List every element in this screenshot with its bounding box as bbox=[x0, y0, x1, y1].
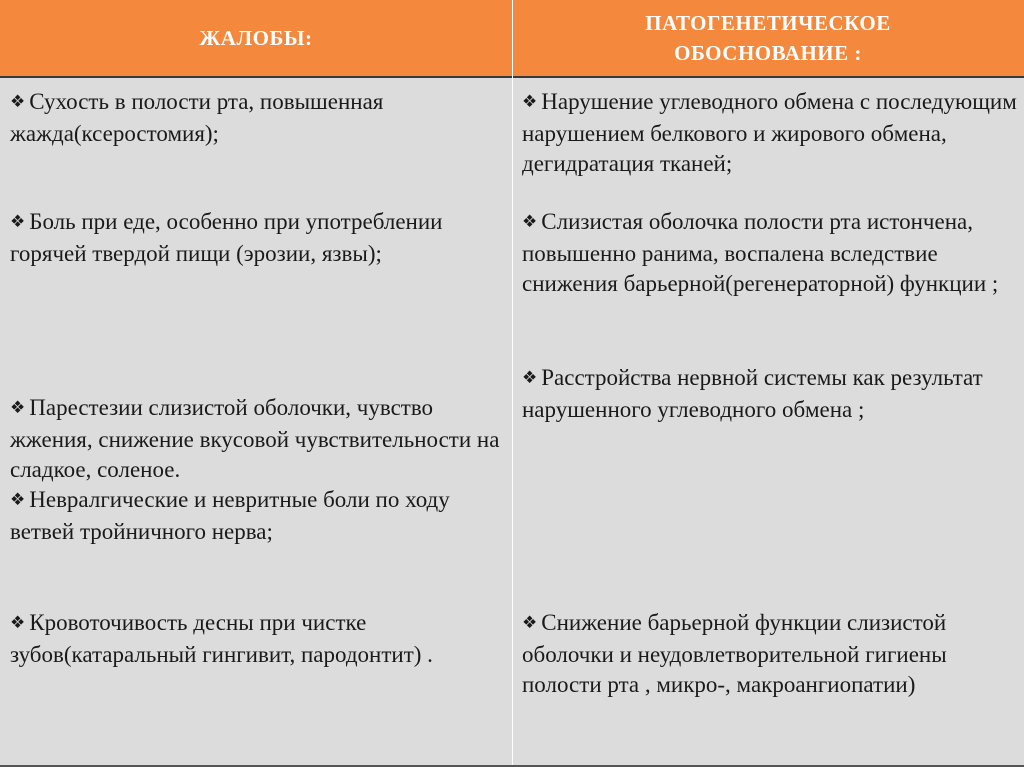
justification-item: ❖ Снижение барьерной функции слизистой оболочки и неудовлетворительной гигиены полости рта , микро-, макроангиопатии) bbox=[522, 610, 947, 697]
diamond-bullet-icon: ❖ bbox=[522, 92, 538, 111]
diamond-bullet-icon: ❖ bbox=[10, 92, 26, 111]
column-divider bbox=[512, 0, 513, 767]
justification-title-line2: ОБОСНОВАНИЕ : bbox=[674, 41, 862, 65]
complaints-column-title bbox=[0, 0, 512, 76]
justification-title-line1: ПАТОГЕНЕТИЧЕСКОЕ bbox=[645, 11, 891, 35]
justification-item: ❖ Слизистая оболочка полости рта истончена, повышенно ранима, воспалена вследствие снижения барьерной(регенераторной) функции ; bbox=[522, 209, 999, 296]
complaint-item: ❖ Кровоточивость десны при чистке зубов(катаральный гингивит, пародонтит) . bbox=[10, 610, 433, 667]
diamond-bullet-icon: ❖ bbox=[522, 212, 538, 231]
diamond-bullet-icon: ❖ bbox=[10, 398, 26, 417]
justification-item: ❖ Расстройства нервной системы как результат нарушенного углеводного обмена ; bbox=[522, 365, 983, 422]
diamond-bullet-icon: ❖ bbox=[10, 613, 26, 632]
complaint-item: ❖ Боль при еде, особенно при употреблении горячей твердой пищи (эрозии, язвы); bbox=[10, 209, 443, 266]
complaint-item: ❖ Сухость в полости рта, повышенная жажда(ксеростомия); bbox=[10, 89, 384, 146]
justification-column-title bbox=[512, 0, 1024, 76]
complaints-title-text: ЖАЛОБЫ: bbox=[199, 26, 313, 50]
diamond-bullet-icon: ❖ bbox=[522, 368, 538, 387]
diamond-bullet-icon: ❖ bbox=[10, 490, 26, 509]
diamond-bullet-icon: ❖ bbox=[10, 212, 26, 231]
complaint-item: ❖ Невралгические и невритные боли по ходу ветвей тройничного нерва; bbox=[10, 487, 450, 544]
diamond-bullet-icon: ❖ bbox=[522, 613, 538, 632]
complaint-item: ❖ Парестезии слизистой оболочки, чувство жжения, снижение вкусовой чувствительности на сладкое, соленое. bbox=[10, 395, 500, 482]
justification-item: ❖ Нарушение углеводного обмена с последующим нарушением белкового и жирового обмена, дегидратация тканей; bbox=[522, 89, 1017, 176]
